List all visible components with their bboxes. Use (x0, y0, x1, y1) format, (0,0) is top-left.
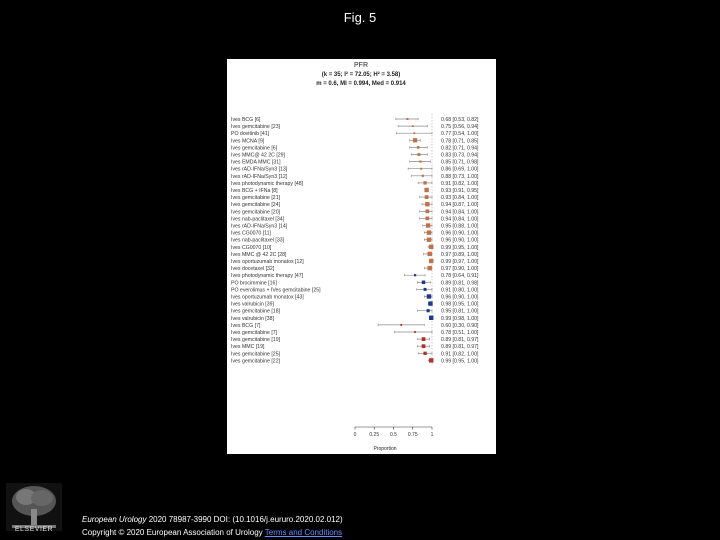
study-label: Ives gemcitabine [7] (231, 330, 278, 336)
study-row (231, 238, 479, 244)
study-label: Ives gemcitabine [20] (231, 209, 281, 216)
study-label: Ives rAD-IFNa/Syn3 [12] (231, 173, 288, 180)
study-label: Ives MMC [19] (231, 344, 265, 351)
study-row (231, 145, 479, 151)
study-label: PO everolimus + IVes gemcitabine [25] (231, 287, 321, 294)
study-label: Ives rAD-IFNa/Syn3 [13] (231, 166, 288, 173)
estimate-ci-text: 0.60 [0.30, 0.90] (441, 322, 479, 329)
study-label: Ives gemcitabine [6] (231, 145, 278, 152)
study-row (231, 230, 479, 236)
point-estimate (425, 202, 429, 206)
figure-title: Fig. 5 (343, 10, 377, 25)
estimate-ci-text: 0.91 [0.80, 1.00] (441, 287, 479, 294)
point-estimate (428, 301, 432, 305)
estimate-ci-text: 0.97 [0.89, 1.00] (441, 251, 479, 258)
study-label: Ives CG0070 [11] (231, 230, 271, 237)
point-estimate (427, 309, 430, 312)
point-estimate (419, 160, 421, 162)
study-label: Ives photodynamic therapy [47] (231, 273, 304, 280)
study-row (231, 301, 479, 307)
study-label: Ives valrubicin [39] (231, 301, 274, 308)
study-row (231, 252, 479, 258)
point-estimate (423, 352, 426, 355)
point-estimate (413, 138, 417, 142)
forest-plot-panel (227, 59, 496, 454)
study-row (231, 131, 479, 137)
study-row (231, 351, 479, 357)
forest-plot (227, 59, 496, 454)
estimate-ci-text: 0.75 [0.56, 0.94] (441, 124, 479, 131)
citation-details: 2020 78987-3990 DOI: (10.1016/j.eururo.2020.02.012) (146, 515, 343, 524)
x-tick-label: 0 (353, 432, 357, 438)
study-row (231, 330, 479, 336)
point-estimate (422, 175, 424, 177)
x-axis-label: Proportion (373, 446, 397, 452)
copyright-text: Copyright © 2020 European Association of Urology (82, 528, 263, 537)
study-label: Ives photodynamic therapy [48] (231, 180, 304, 187)
point-estimate (406, 118, 408, 120)
point-estimate (427, 230, 431, 234)
study-label: Ives valrubicin [38] (231, 315, 274, 322)
study-label: PO brocimmine [16] (231, 280, 277, 287)
study-row (231, 287, 479, 293)
study-label: Ives BCG [6] (231, 117, 261, 123)
study-label: Ives nab-paclitaxel [33] (231, 237, 285, 244)
estimate-ci-text: 0.93 [0.84, 1.00] (441, 195, 479, 202)
chart-subtitle-heterogeneity: (k = 35; I² = 72.05; H² = 3.58) (321, 72, 401, 78)
study-row (231, 160, 479, 166)
point-estimate (420, 168, 422, 170)
study-row (231, 323, 479, 329)
point-estimate (426, 209, 430, 213)
x-tick-label: 0.5 (390, 432, 397, 438)
estimate-ci-text: 0.82 [0.71, 0.94] (441, 145, 479, 152)
point-estimate (423, 181, 426, 184)
point-estimate (414, 331, 416, 333)
study-row (231, 259, 479, 265)
estimate-ci-text: 0.77 [0.54, 1.00] (441, 131, 479, 138)
citation (82, 515, 343, 524)
study-label: Ives EMDA MMC [31] (231, 159, 281, 166)
study-label: Ives BCG [7] (231, 322, 261, 329)
study-row (231, 174, 479, 180)
study-label: Ives MMC @ 42 2C [28] (231, 251, 287, 258)
study-row (231, 138, 479, 144)
point-estimate (400, 324, 402, 326)
point-estimate (427, 252, 431, 256)
point-estimate (427, 238, 431, 242)
estimate-ci-text: 0.78 [0.71, 0.85] (441, 138, 479, 145)
study-label: Ives gemcitabine [25] (231, 351, 281, 358)
estimate-ci-text: 0.83 [0.73, 0.94] (441, 152, 479, 159)
chart-title: PFR (354, 62, 368, 69)
study-label: Ives rAD-IFNa/Syn3 [14] (231, 223, 288, 230)
study-row (231, 266, 479, 272)
study-label: Ives nab-paclitaxel [34] (231, 216, 285, 223)
study-label: Ives oportuzumab monatox [12] (231, 259, 304, 265)
estimate-ci-text: 0.97 [0.90, 1.00] (441, 266, 479, 273)
estimate-ci-text: 0.94 [0.87, 1.00] (441, 202, 479, 209)
study-row (231, 153, 479, 159)
study-label: Ives docetaxel [32] (231, 266, 275, 273)
study-row (231, 316, 479, 322)
point-estimate (426, 217, 430, 221)
estimate-ci-text: 0.98 [0.95, 1.00] (441, 301, 479, 308)
study-label: Ives BCG + IFNa [8] (231, 188, 278, 194)
study-row (231, 337, 479, 343)
estimate-ci-text: 0.99 [0.98, 1.00] (441, 315, 479, 322)
estimate-ci-text: 0.95 [0.88, 1.00] (441, 223, 479, 230)
study-label: Ives gemcitabine [22] (231, 358, 281, 365)
estimate-ci-text: 0.89 [0.81, 0.98] (441, 280, 479, 287)
estimate-ci-text: 0.78 [0.64, 0.91] (441, 273, 479, 280)
study-row (231, 245, 479, 251)
estimate-ci-text: 0.99 [0.95, 1.00] (441, 358, 479, 365)
study-row (231, 202, 479, 208)
point-estimate (422, 281, 426, 285)
estimate-ci-text: 0.89 [0.81, 0.97] (441, 344, 479, 351)
study-row (231, 117, 479, 123)
study-label: Ives gemcitabine [21] (231, 195, 281, 202)
point-estimate (413, 132, 415, 134)
estimate-ci-text: 0.89 [0.81, 0.97] (441, 337, 479, 344)
study-label: Ives MMC@ 42 2C [29] (231, 152, 285, 159)
estimate-ci-text: 0.96 [0.90, 1.00] (441, 230, 479, 237)
point-estimate (422, 344, 426, 348)
point-estimate (429, 316, 433, 320)
estimate-ci-text: 0.86 [0.69, 1.00] (441, 166, 479, 173)
study-row (231, 181, 479, 187)
study-row (231, 273, 479, 279)
point-estimate (412, 125, 414, 127)
study-label: Ives gemcitabine [19] (231, 337, 281, 344)
study-label: Ives gemcitabine [24] (231, 202, 281, 209)
study-row (231, 309, 479, 315)
study-label: Ives gemcitabine [23] (231, 124, 281, 131)
study-row (231, 188, 479, 194)
study-label: Ives MCNA [9] (231, 138, 265, 145)
x-tick-label: 1 (430, 432, 434, 438)
study-row (231, 209, 479, 215)
study-row (231, 195, 479, 201)
estimate-ci-text: 0.93 [0.91, 0.95] (441, 188, 479, 194)
estimate-ci-text: 0.78 [0.51, 1.00] (441, 330, 479, 336)
x-tick-label: 0.25 (369, 432, 380, 438)
study-row (231, 124, 479, 130)
study-row (231, 294, 479, 300)
study-label: Ives gemcitabine [18] (231, 308, 281, 315)
point-estimate (417, 146, 420, 149)
estimate-ci-text: 0.96 [0.90, 1.00] (441, 294, 479, 301)
estimate-ci-text: 0.94 [0.84, 1.00] (441, 216, 479, 223)
study-row (231, 280, 479, 286)
estimate-ci-text: 0.68 [0.53, 0.82] (441, 117, 479, 123)
study-row (231, 344, 479, 350)
estimate-ci-text: 0.95 [0.81, 1.00] (441, 308, 479, 315)
point-estimate (417, 153, 420, 156)
point-estimate (429, 259, 433, 263)
point-estimate (429, 358, 433, 362)
study-row (231, 167, 479, 173)
study-row (231, 223, 479, 229)
point-estimate (427, 294, 431, 298)
estimate-ci-text: 0.85 [0.71, 0.98] (441, 159, 479, 166)
study-row (231, 216, 479, 222)
estimate-ci-text: 0.91 [0.82, 1.00] (441, 351, 479, 358)
estimate-ci-text: 0.88 [0.73, 1.00] (441, 173, 479, 180)
point-estimate (424, 288, 427, 291)
chart-subtitle-summary: m = 0.6, MI = 0.994, Med = 0.914 (316, 81, 406, 87)
estimate-ci-text: 0.94 [0.84, 1.00] (441, 209, 479, 216)
point-estimate (427, 266, 431, 270)
point-estimate (429, 245, 433, 249)
estimate-ci-text: 0.99 [0.95, 1.00] (441, 244, 479, 251)
estimate-ci-text: 0.96 [0.90, 1.00] (441, 237, 479, 244)
estimate-ci-text: 0.91 [0.82, 1.00] (441, 180, 479, 187)
terms-link[interactable]: Terms and Conditions (264, 528, 343, 537)
point-estimate (414, 274, 416, 276)
study-label: PO dovitinib [41] (231, 131, 270, 138)
study-label: Ives oportuzumab monatox [43] (231, 294, 304, 301)
copyright (82, 528, 342, 537)
point-estimate (424, 188, 428, 192)
estimate-ci-text: 0.99 [0.97, 1.00] (441, 259, 479, 265)
citation-journal: European Urology (82, 515, 147, 524)
point-estimate (426, 223, 430, 227)
point-estimate (425, 195, 429, 199)
study-row (231, 358, 479, 364)
x-tick-label: 0.75 (407, 432, 418, 438)
publisher-name: ELSEVIER (14, 526, 54, 533)
point-estimate (422, 337, 426, 341)
study-label: Ives CG0070 [10] (231, 244, 272, 251)
